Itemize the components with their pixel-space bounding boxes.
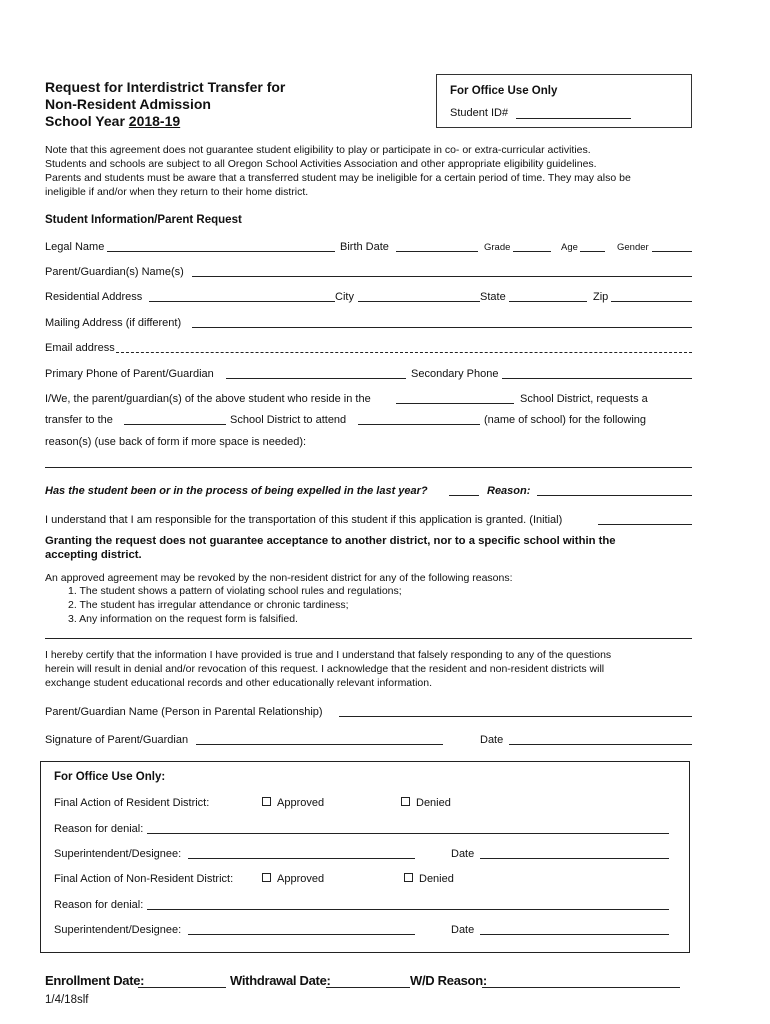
state-label: State — [480, 291, 506, 303]
email-label: Email address — [45, 342, 115, 354]
mailing-address-label: Mailing Address (if different) — [45, 317, 182, 329]
signature-field[interactable] — [196, 744, 443, 745]
superintendent-date-field[interactable] — [480, 858, 669, 859]
reason-denial-field[interactable] — [147, 833, 669, 834]
reason-field[interactable] — [45, 467, 692, 468]
reason-denial-label-2: Reason for denial: — [54, 899, 144, 911]
mailing-address-field[interactable] — [192, 327, 692, 328]
residential-address-label: Residential Address — [45, 291, 143, 303]
withdrawal-date-label: Withdrawal Date: — [230, 973, 331, 988]
enrollment-date-field[interactable] — [138, 987, 226, 988]
grade-field[interactable] — [513, 251, 551, 252]
certify-line1: I hereby certify that the information I have provided is true and I understand that falsely responding to any of the questions — [45, 649, 612, 661]
secondary-phone-field[interactable] — [502, 378, 692, 379]
approved-label: Approved — [277, 873, 325, 885]
legal-name-field[interactable] — [107, 251, 335, 252]
withdrawal-date-field[interactable] — [326, 987, 410, 988]
email-field[interactable] — [116, 352, 692, 353]
expelled-answer-field[interactable] — [449, 495, 479, 496]
revoke-item: 3. Any information on the request form is falsified. — [68, 613, 298, 625]
checkbox-icon[interactable] — [401, 797, 410, 806]
form-revision-code: 1/4/18slf — [45, 994, 89, 1006]
state-field[interactable] — [509, 301, 587, 302]
revoke-item: 2. The student has irregular attendance or chronic tardiness; — [68, 599, 349, 611]
parent-guardian-name-label: Parent/Guardian Name (Person in Parental Relationship) — [45, 706, 323, 718]
birth-date-label: Birth Date — [340, 241, 389, 253]
parent-names-label: Parent/Guardian(s) Name(s) — [45, 266, 184, 278]
expelled-question: Has the student been or in the process of being expelled in the last year? — [45, 485, 428, 497]
denied-label: Denied — [416, 797, 451, 809]
request-text-c: transfer to the — [45, 414, 113, 426]
legal-name-label: Legal Name — [45, 241, 105, 253]
final-action-nonresident-label: Final Action of Non-Resident District: — [54, 873, 234, 885]
approved-label: Approved — [277, 797, 325, 809]
office-use-bottom-title: For Office Use Only: — [54, 771, 166, 783]
school-year: 2018-19 — [128, 113, 181, 129]
reason-denial-field-2[interactable] — [147, 909, 669, 910]
nonresident-approved-option[interactable] — [262, 872, 324, 886]
resident-approved-option[interactable] — [262, 796, 324, 810]
enrollment-date-label: Enrollment Date: — [45, 973, 145, 988]
city-label: City — [335, 291, 354, 303]
section-divider — [45, 638, 692, 639]
note-line4: ineligible if and/or when they return to their home district. — [45, 186, 309, 198]
checkbox-icon[interactable] — [262, 797, 271, 806]
birth-date-field[interactable] — [396, 251, 478, 252]
superintendent-date-label: Date — [451, 848, 475, 860]
checkbox-icon[interactable] — [262, 873, 271, 882]
wd-reason-field[interactable] — [482, 987, 680, 988]
checkbox-icon[interactable] — [404, 873, 413, 882]
age-field[interactable] — [580, 251, 605, 252]
gender-label: Gender — [617, 242, 649, 253]
signature-date-label: Date — [480, 734, 504, 746]
request-text-f: reason(s) (use back of form if more space is needed): — [45, 436, 307, 448]
superintendent-label-2: Superintendent/Designee: — [54, 924, 182, 936]
request-text-d: School District to attend — [230, 414, 347, 426]
office-use-title: For Office Use Only — [450, 85, 558, 97]
granting-line1: Granting the request does not guarantee acceptance to another district, nor to a specific school within the — [45, 535, 616, 547]
request-text-e: (name of school) for the following — [484, 414, 647, 426]
note-line1: Note that this agreement does not guarantee student eligibility to play or participate in co- or extra-curricular activities. — [45, 144, 591, 156]
revoke-intro: An approved agreement may be revoked by the non-resident district for any of the following reasons: — [45, 572, 513, 584]
denied-label: Denied — [419, 873, 454, 885]
student-id-field[interactable] — [516, 118, 631, 119]
signature-date-field[interactable] — [509, 744, 692, 745]
student-id-label: Student ID# — [450, 107, 509, 119]
student-info-heading: Student Information/Parent Request — [45, 214, 242, 226]
grade-label: Grade — [484, 242, 511, 253]
age-label: Age — [561, 242, 578, 253]
note-line3: Parents and students must be aware that a transferred student may be ineligible for a certain period of time. They may also be — [45, 172, 631, 184]
final-action-resident-label: Final Action of Resident District: — [54, 797, 210, 809]
nonresident-denied-option[interactable] — [404, 872, 454, 886]
certify-line2: herein will result in denial and/or revocation of this request. I acknowledge that the resident and non-resident districts will — [45, 663, 605, 675]
superintendent-date-field-2[interactable] — [480, 934, 669, 935]
superintendent-label: Superintendent/Designee: — [54, 848, 182, 860]
zip-label: Zip — [593, 291, 609, 303]
gender-field[interactable] — [652, 251, 692, 252]
expelled-reason-label: Reason: — [487, 485, 531, 497]
wd-reason-label: W/D Reason: — [410, 973, 487, 988]
zip-field[interactable] — [611, 301, 692, 302]
school-year-prefix: School Year — [45, 113, 129, 129]
form-title-line3 — [45, 112, 180, 130]
granting-line2: accepting district. — [45, 549, 142, 561]
parent-guardian-name-field[interactable] — [339, 716, 692, 717]
certify-line3: exchange student educational records and other educationally relevant information. — [45, 677, 432, 689]
form-title-line1: Request for Interdistrict Transfer for — [45, 79, 286, 95]
transfer-district-field[interactable] — [124, 424, 226, 425]
school-name-field[interactable] — [358, 424, 480, 425]
transport-initial-field[interactable] — [598, 524, 692, 525]
superintendent-field-2[interactable] — [188, 934, 415, 935]
primary-phone-label: Primary Phone of Parent/Guardian — [45, 368, 214, 380]
superintendent-field[interactable] — [188, 858, 415, 859]
superintendent-date-label-2: Date — [451, 924, 475, 936]
residential-address-field[interactable] — [149, 301, 335, 302]
resident-district-field[interactable] — [396, 403, 514, 404]
transport-statement: I understand that I am responsible for the transportation of this student if this application is granted. (Initial) — [45, 514, 563, 526]
parent-names-field[interactable] — [192, 276, 692, 277]
note-line2: Students and schools are subject to all Oregon School Activities Association and other appropriate eligibility guidelines. — [45, 158, 597, 170]
request-text-b: School District, requests a — [520, 393, 648, 405]
request-text-a: I/We, the parent/guardian(s) of the above student who reside in the — [45, 393, 371, 405]
primary-phone-field[interactable] — [226, 378, 406, 379]
resident-denied-option[interactable] — [401, 796, 451, 810]
expelled-reason-field[interactable] — [537, 495, 692, 496]
revoke-item: 1. The student shows a pattern of violating school rules and regulations; — [68, 585, 402, 597]
city-field[interactable] — [358, 301, 480, 302]
form-title-line2: Non-Resident Admission — [45, 96, 211, 112]
signature-label: Signature of Parent/Guardian — [45, 734, 189, 746]
reason-denial-label: Reason for denial: — [54, 823, 144, 835]
secondary-phone-label: Secondary Phone — [411, 368, 499, 380]
